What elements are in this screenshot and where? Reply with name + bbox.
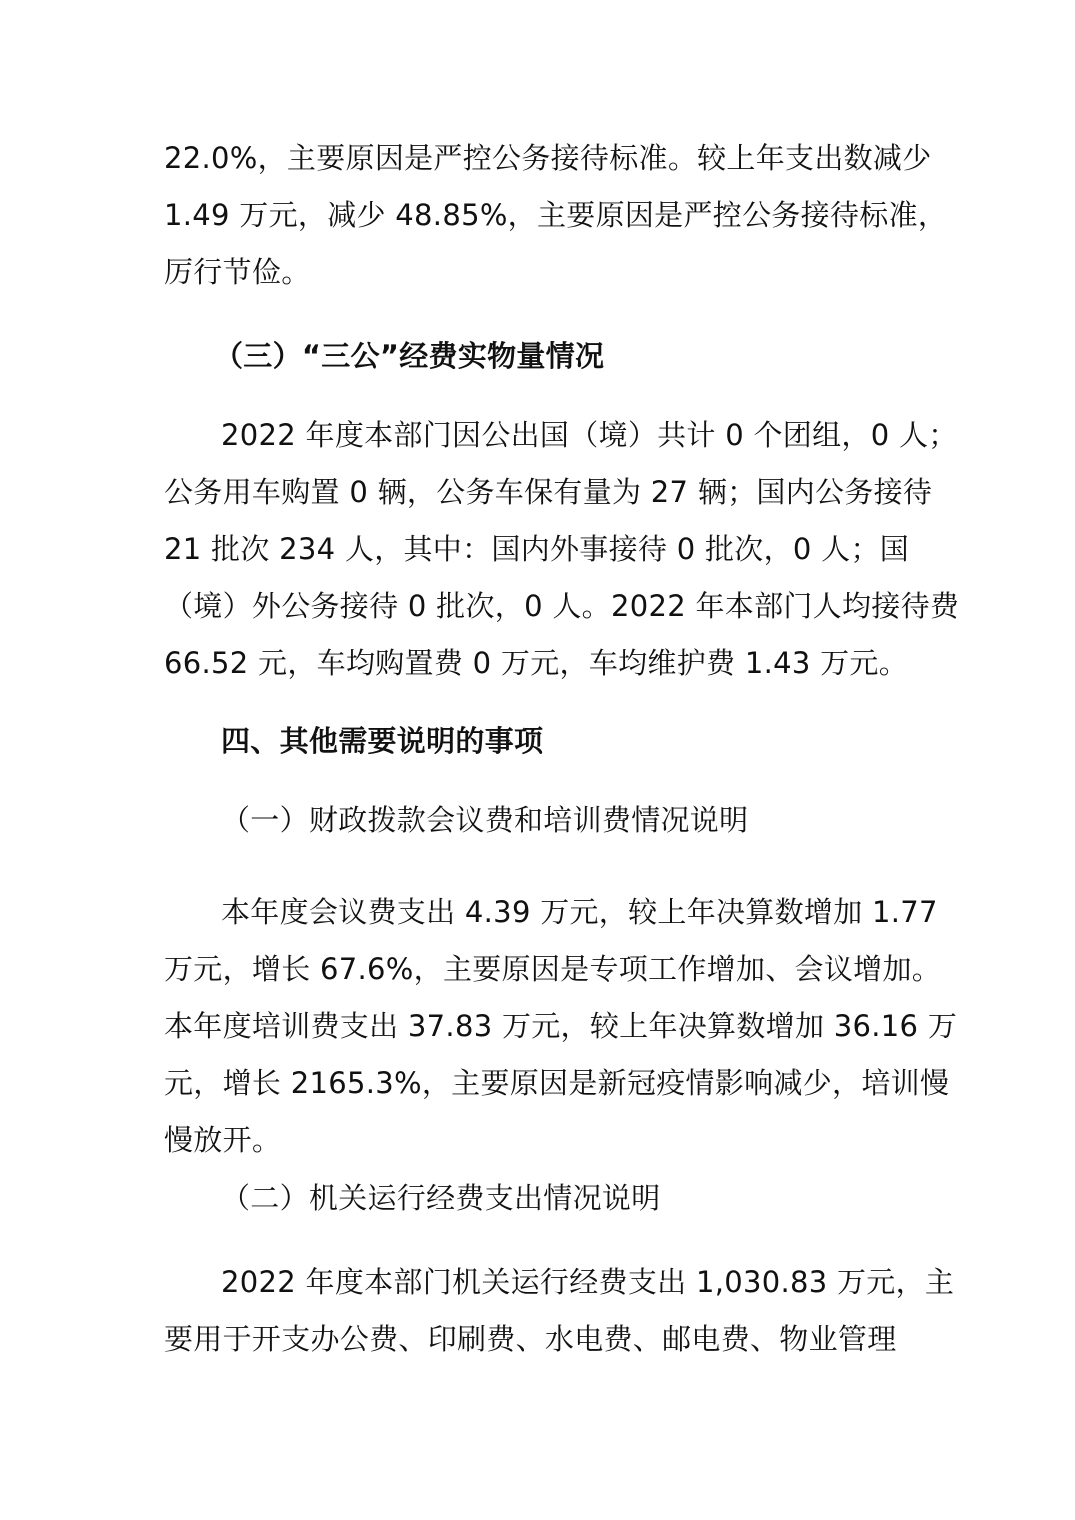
section-heading-sangong: （三）“三公”经费实物量情况 <box>214 339 605 373</box>
body-line: 本年度培训费支出 37.83 万元，较上年决算数增加 36.16 万 <box>164 1009 958 1043</box>
section-heading-other-matters: 四、其他需要说明的事项 <box>221 724 544 758</box>
body-line: 2022 年度本部门因公出国（境）共计 0 个团组，0 人； <box>221 418 958 452</box>
subsection-heading-operation: （二）机关运行经费支出情况说明 <box>221 1181 661 1215</box>
body-line: （境）外公务接待 0 批次，0 人。2022 年本部门人均接待费 <box>164 589 960 623</box>
body-line: 厉行节俭。 <box>164 255 311 289</box>
body-line: 21 批次 234 人，其中：国内外事接待 0 批次，0 人；国 <box>164 532 910 566</box>
body-line: 公务用车购置 0 辆，公务车保有量为 27 辆；国内公务接待 <box>164 475 933 509</box>
body-line: 慢放开。 <box>164 1123 282 1157</box>
body-line: 万元，增长 67.6%，主要原因是专项工作增加、会议增加。 <box>164 952 942 986</box>
body-line: 本年度会议费支出 4.39 万元，较上年决算数增加 1.77 <box>221 895 938 929</box>
body-line: 元，增长 2165.3%，主要原因是新冠疫情影响减少，培训慢 <box>164 1066 950 1100</box>
body-line: 66.52 元，车均购置费 0 万元，车均维护费 1.43 万元。 <box>164 646 909 680</box>
body-line: 1.49 万元，减少 48.85%，主要原因是严控公务接待标准， <box>164 198 948 232</box>
subsection-heading-meeting: （一）财政拨款会议费和培训费情况说明 <box>221 803 749 837</box>
body-line: 22.0%，主要原因是严控公务接待标准。较上年支出数减少 <box>164 141 932 175</box>
body-line: 要用于开支办公费、印刷费、水电费、邮电费、物业管理 <box>164 1322 897 1356</box>
body-line: 2022 年度本部门机关运行经费支出 1,030.83 万元，主 <box>221 1265 955 1299</box>
